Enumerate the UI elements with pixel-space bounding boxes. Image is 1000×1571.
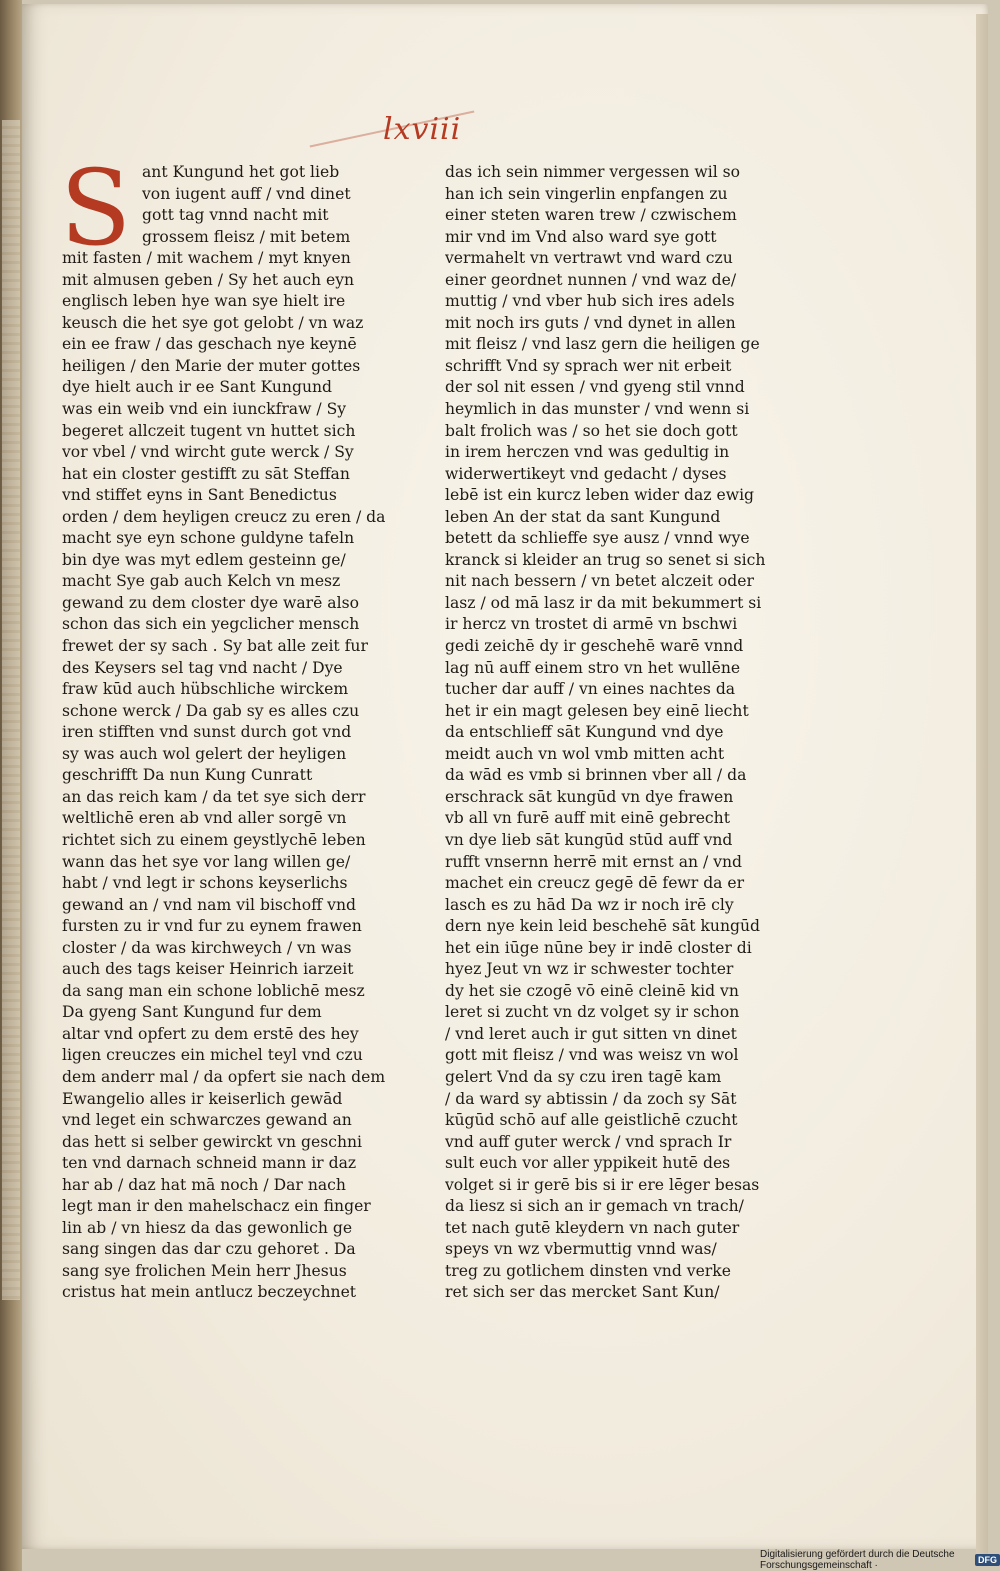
text-line: von iugent auff / vnd dinet xyxy=(142,184,351,203)
text-line: da liesz si sich an ir gemach vn trach/ xyxy=(445,1197,744,1216)
text-line: / da ward sy abtissin / da zoch sy Sāt xyxy=(445,1089,737,1108)
text-line: ligen creuczes ein michel teyl vnd czu xyxy=(62,1046,363,1065)
text-line: lebē ist ein kurcz leben wider daz ewig xyxy=(445,486,755,505)
text-line: orden / dem heyligen creucz zu eren / da xyxy=(62,507,386,526)
folio-number: lxviii xyxy=(383,112,462,147)
left-text-column xyxy=(60,147,402,1304)
text-line: tet nach gutē kleydern vn nach guter xyxy=(445,1218,740,1237)
text-line: was ein weib vnd ein iunckfraw / Sy xyxy=(62,400,347,419)
text-line: gelert Vnd da sy czu iren tagē kam xyxy=(445,1067,722,1086)
text-line: kranck si kleider an trug so senet si sich xyxy=(445,550,766,569)
text-line: rufft vnsernn herrē mit ernst an / vnd xyxy=(445,852,743,871)
text-line: schon das sich ein yegclicher mensch xyxy=(62,615,360,634)
text-line: kūgūd schō auf alle geistlichē czucht xyxy=(445,1111,738,1130)
text-line: balt frolich was / so het sie doch gott xyxy=(445,421,738,440)
text-line: widerwertikeyt vnd gedacht / dyses xyxy=(445,464,727,483)
text-line: machet ein creucz gegē dē fewr da er xyxy=(445,874,745,893)
text-line: dern nye kein leid beschehē sāt kungūd xyxy=(445,917,761,936)
text-line: das ich sein nimmer vergessen wil so xyxy=(445,163,741,181)
text-line: muttig / vnd vber hub sich ires adels xyxy=(445,292,735,311)
text-line: vb all vn furē auff mit einē gebrecht xyxy=(445,809,730,828)
text-line: dem anderr mal / da opfert sie nach dem xyxy=(62,1067,386,1086)
text-line: mir vnd im Vnd also ward sye gott xyxy=(445,227,717,246)
facing-page-sliver xyxy=(2,120,20,1300)
text-line: / vnd leret auch ir gut sitten vn dinet xyxy=(445,1024,737,1043)
text-line: das hett si selber gewirckt vn geschni xyxy=(62,1132,363,1151)
right-text-column xyxy=(445,162,801,1304)
footer-text: Digitalisierung gefördert durch die Deutsche Forschungsgemeinschaft · xyxy=(760,1549,955,1571)
text-line: lin ab / vn hiesz da das gewonlich ge xyxy=(62,1218,353,1237)
text-line: har ab / daz hat mā noch / Dar nach xyxy=(62,1175,346,1194)
text-line: ir hercz vn trostet di armē vn bschwi xyxy=(445,615,738,634)
text-line: erschrack sāt kungūd vn dye frawen xyxy=(445,787,734,806)
text-line: des Keysers sel tag vnd nacht / Dye xyxy=(62,658,343,677)
text-line: mit fasten / mit wachem / myt knyen xyxy=(62,249,351,268)
text-line: einer steten waren trew / czwischem xyxy=(445,206,737,225)
text-line: tucher dar auff / vn eines nachtes da xyxy=(445,680,736,699)
text-line: an das reich kam / da tet sye sich derr xyxy=(62,787,366,806)
text-line: keusch die het sye got gelobt / vn waz xyxy=(62,313,364,332)
text-line: gewand zu dem closter dye warē also xyxy=(62,593,359,612)
text-line: hat ein closter gestifft zu sāt Steffan xyxy=(62,464,350,483)
decorated-initial: S xyxy=(60,147,132,269)
text-line: cristus hat mein antlucz beczeychnet xyxy=(62,1283,357,1302)
text-line: fraw kūd auch hübschliche wirckem xyxy=(62,680,349,699)
dfg-logo: DFG xyxy=(975,1554,1000,1566)
text-line: geschrifft Da nun Kung Cunratt xyxy=(62,766,313,785)
text-line: het ein iūge nūne bey ir indē closter di xyxy=(445,938,752,957)
text-line: schrifft Vnd sy sprach wer nit erbeit xyxy=(445,356,732,375)
text-line: gewand an / vnd nam vil bischoff vnd xyxy=(62,895,356,914)
text-line: da wād es vmb si brinnen vber all / da xyxy=(445,766,747,785)
text-line: vor vbel / vnd wircht gute werck / Sy xyxy=(62,443,354,462)
text-line: dye hielt auch ir ee Sant Kungund xyxy=(62,378,333,397)
text-line: leret si zucht vn dz volget sy ir schon xyxy=(445,1003,740,1022)
text-line: hyez Jeut vn wz ir schwester tochter xyxy=(445,960,734,979)
text-line: vnd leget ein schwarczes gewand an xyxy=(62,1111,352,1130)
footer-credit xyxy=(760,1549,1000,1571)
text-line: grossem fleisz / mit betem xyxy=(142,227,351,246)
text-line: weltlichē eren ab vnd aller sorgē vn xyxy=(62,809,347,828)
text-line: heiligen / den Marie der muter gottes xyxy=(62,356,361,375)
text-line: auch des tags keiser Heinrich iarzeit xyxy=(62,960,354,979)
text-line: bin dye was myt edlem gesteinn ge/ xyxy=(62,550,346,569)
text-line: habt / vnd legt ir schons keyserlichs xyxy=(62,874,348,893)
text-line: richtet sich zu einem geystlychē leben xyxy=(62,830,366,849)
text-line: Da gyeng Sant Kungund fur dem xyxy=(62,1003,322,1022)
text-line: ten vnd darnach schneid mann ir daz xyxy=(62,1154,357,1173)
text-line: gott mit fleisz / vnd was weisz vn wol xyxy=(445,1046,739,1065)
text-line: der sol nit essen / vnd gyeng stil vnnd xyxy=(445,378,745,397)
text-line: betett da schlieffe sye ausz / vnnd wye xyxy=(445,529,750,548)
text-line: mit almusen geben / Sy het auch eyn xyxy=(62,270,355,289)
text-line: macht sye eyn schone guldyne tafeln xyxy=(62,529,355,548)
page-right-edge xyxy=(976,14,988,1559)
text-line: schone werck / Da gab sy es alles czu xyxy=(62,701,360,720)
text-line: sy was auch wol gelert der heyligen xyxy=(62,744,347,763)
text-line: treg zu gotlichem dinsten vnd verke xyxy=(445,1261,731,1280)
text-line: da entschlieff sāt Kungund vnd dye xyxy=(445,723,724,742)
text-line: vermahelt vn vertrawt vnd ward czu xyxy=(445,249,733,268)
text-line: legt man ir den mahelschacz ein finger xyxy=(62,1197,371,1216)
text-line: volget si ir gerē bis si ir ere lēger besas xyxy=(445,1175,760,1194)
text-line: lasz / od mā lasz ir da mit bekummert si xyxy=(445,593,762,612)
text-line: leben An der stat da sant Kungund xyxy=(445,507,721,526)
text-line: gedi zeichē dy ir geschehē warē vnnd xyxy=(445,637,744,656)
text-line: ant Kungund het got lieb xyxy=(142,163,340,181)
text-line: lasch es zu hād Da wz ir noch irē cly xyxy=(445,895,734,914)
text-line: han ich sein vingerlin enpfangen zu xyxy=(445,184,728,203)
text-line: begeret allczeit tugent vn huttet sich xyxy=(62,421,356,440)
text-line: einer geordnet nunnen / vnd waz de/ xyxy=(445,270,737,289)
text-line: wann das het sye vor lang willen ge/ xyxy=(62,852,351,871)
text-line: gott tag vnnd nacht mit xyxy=(142,206,329,225)
text-line: het ir ein magt gelesen bey einē liecht xyxy=(445,701,749,720)
text-line: meidt auch vn wol vmb mitten acht xyxy=(445,744,725,763)
text-line: nit nach bessern / vn betet alczeit oder xyxy=(445,572,754,591)
text-line: macht Sye gab auch Kelch vn mesz xyxy=(62,572,341,591)
text-line: englisch leben hye wan sye hielt ire xyxy=(62,292,346,311)
text-line: fursten zu ir vnd fur zu eynem frawen xyxy=(62,917,362,936)
text-line: vnd auff guter werck / vnd sprach Ir xyxy=(445,1132,732,1151)
text-line: in irem herczen vnd was gedultig in xyxy=(445,443,730,462)
text-line: mit noch irs guts / vnd dynet in allen xyxy=(445,313,736,332)
text-line: vnd stiffet eyns in Sant Benedictus xyxy=(62,486,337,505)
text-line: speys vn wz vbermuttig vnnd was/ xyxy=(445,1240,717,1259)
text-line: closter / da was kirchweych / vn was xyxy=(62,938,352,957)
text-line: ret sich ser das mercket Sant Kun/ xyxy=(445,1283,720,1302)
text-line: vn dye lieb sāt kungūd stūd auff vnd xyxy=(445,830,733,849)
text-line: ein ee fraw / das geschach nye keynē xyxy=(62,335,357,354)
text-line: mit fleisz / vnd lasz gern die heiligen ge xyxy=(445,335,760,354)
text-line: frewet der sy sach . Sy bat alle zeit fur xyxy=(62,637,368,656)
text-line: sang singen das dar czu gehoret . Da xyxy=(62,1240,356,1259)
text-line: heymlich in das munster / vnd wenn si xyxy=(445,400,750,419)
text-line: da sang man ein schone loblichē mesz xyxy=(62,981,365,1000)
text-line: Ewangelio alles ir keiserlich gewād xyxy=(62,1089,343,1108)
text-line: lag nū auff einem stro vn het wullēne xyxy=(445,658,741,677)
text-line: altar vnd opfert zu dem erstē des hey xyxy=(62,1024,359,1043)
text-line: sult euch vor aller yppikeit hutē des xyxy=(445,1154,731,1173)
text-line: sang sye frolichen Mein herr Jhesus xyxy=(62,1261,347,1280)
text-line: dy het sie czogē vō einē cleinē kid vn xyxy=(445,981,739,1000)
text-line: iren stifften vnd sunst durch got vnd xyxy=(62,723,352,742)
